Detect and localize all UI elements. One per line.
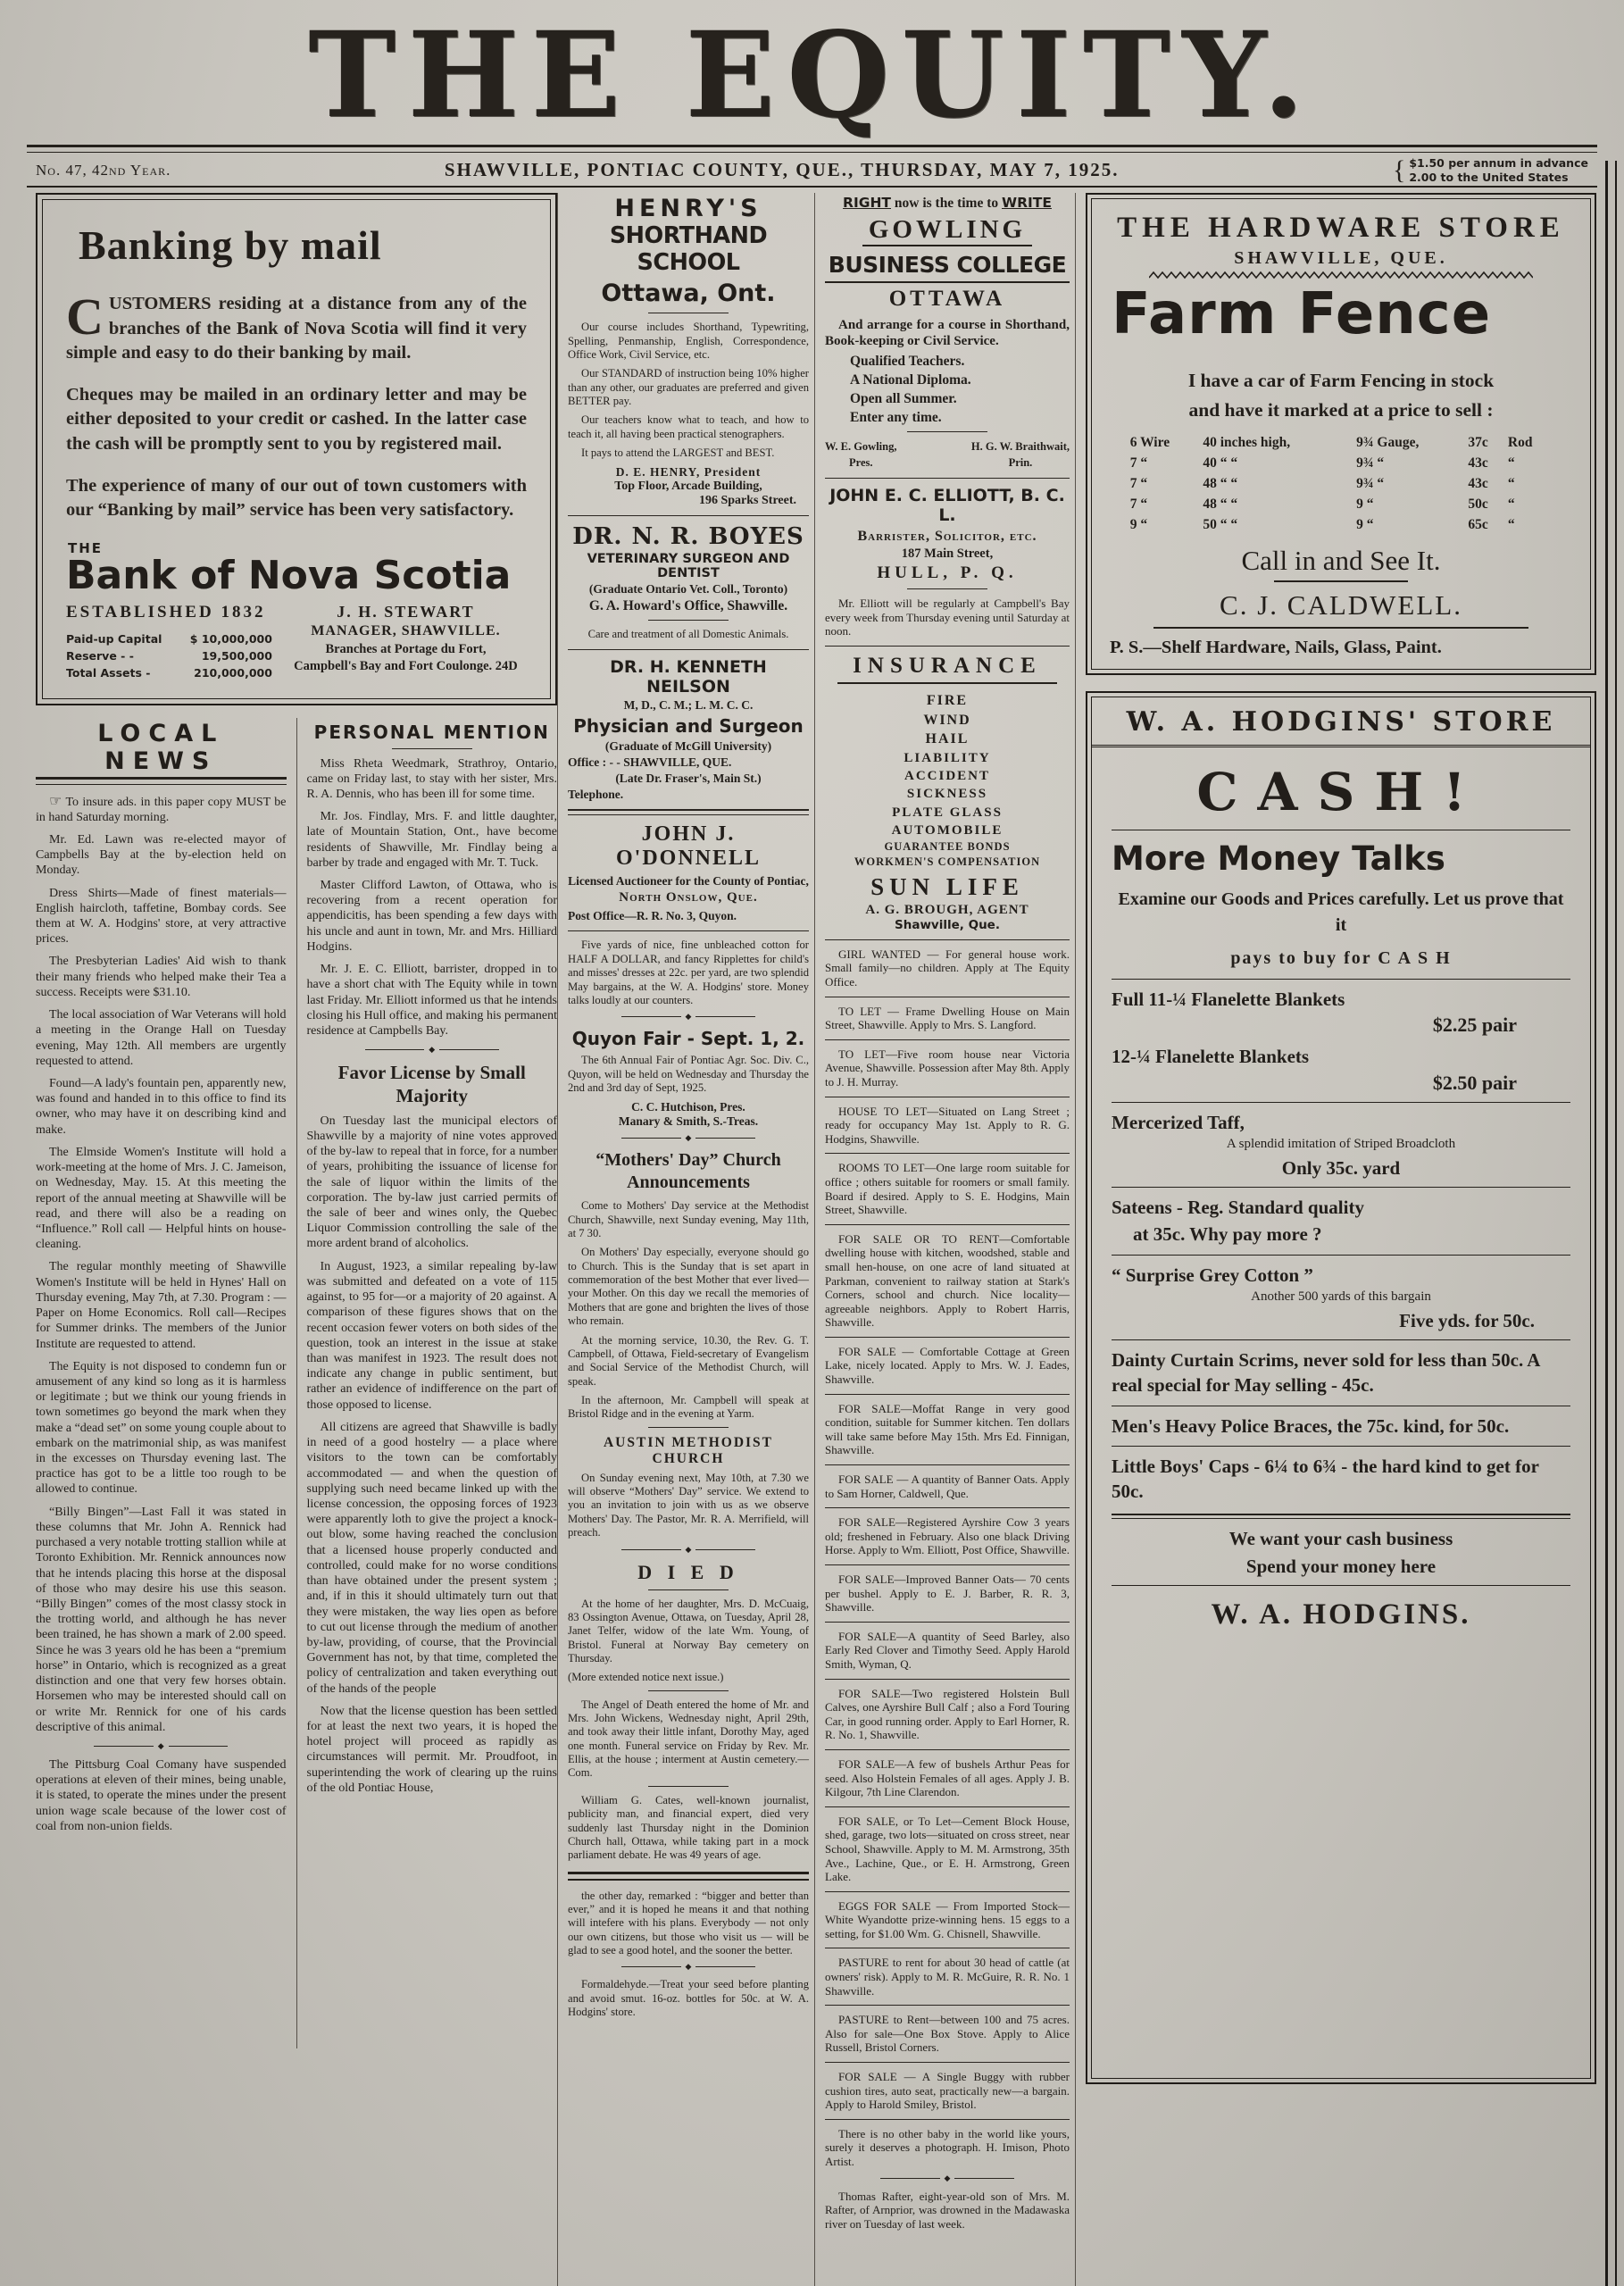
formaldehyde-note: Formaldehyde.—Treat your seed before planting and avoid smut. 16-oz. bottles for 50c. at W. A. Hodgins' store.	[568, 1978, 809, 2019]
fence-price-table	[1128, 433, 1554, 536]
heading-rule	[648, 620, 729, 621]
classified-item: FOR SALE—A quantity of Seed Barley, also Early Red Clover and Timothy Seed. Apply Harold Smith, Wyman, Q.	[825, 1629, 1070, 1671]
hardware-store-ad	[1086, 193, 1596, 675]
news-item: Found—A lady's fountain pen, apparently new, was found and handed in to this office to find its owner, who may have it on describing kind and make.	[36, 1077, 287, 1137]
cash-headline: CASH!	[1196, 761, 1486, 822]
classified-item: GIRL WANTED — For general house work. Small family—no children. Apply at The Equity Office.	[825, 947, 1070, 989]
sale-item: “ Surprise Grey Cotton ”	[1112, 1264, 1313, 1286]
classified-item: HOUSE TO LET—Situated on Lang Street ; ready for occupancy May 1st. Apply to R. G. Hodgins, Shawville.	[825, 1104, 1070, 1146]
local-news-heading: LOCAL NEWS	[97, 719, 225, 775]
classified-item: FOR SALE—Two registered Holstein Bull Calves, one Ayrshire Bull Calf ; also a Ford Touring Car, in good running order. Apply to Earl Horner, R. R. No. 1, Shawville.	[825, 1686, 1070, 1742]
elliott-address: 187 Main Street,	[901, 546, 994, 562]
insurance-heading: INSURANCE	[837, 654, 1057, 684]
insurance-line: WORKMEN'S COMPENSATION	[854, 855, 1041, 868]
bank-signature-block	[66, 540, 527, 681]
subscription-price	[1393, 156, 1588, 184]
insurance-line: PLATE GLASS	[892, 805, 1003, 820]
insurance-line: SICKNESS	[906, 787, 988, 802]
boyes-graduate: (Graduate Ontario Vet. Coll., Toronto)	[588, 582, 788, 597]
heading-rule	[392, 748, 472, 749]
classified-item: There is no other baby in the world like yours, surely it deserves a photograph. H. Imison, Photo Artist.	[825, 2126, 1070, 2168]
sale-price: Five yds. for 50c.	[1399, 1310, 1535, 1331]
divider-diamond-icon: ◆	[685, 1133, 692, 1143]
hardware-store-place: SHAWVILLE, QUE.	[1234, 248, 1448, 269]
elliott-title: Barrister, Solicitor, etc.	[857, 529, 1037, 545]
dateline-text: SHAWVILLE, PONTIAC COUNTY, QUE., THURSDAY, MAY 7, 1925.	[444, 159, 1120, 181]
henrys-paragraph: Our teachers know what to teach, and how to teach it, all having been practical stenographers.	[568, 413, 809, 440]
masthead-rule	[27, 145, 1597, 153]
neilson-office: Office : - - SHAWVILLE, QUE.	[568, 755, 732, 769]
gowling-paragraph: And arrange for a course in Shorthand, Book-keeping or Civil Service.	[825, 318, 1070, 349]
classified-rule	[825, 1464, 1070, 1465]
mothers-day-paragraph: In the afternoon, Mr. Campbell will speak at Bristol Ridge and in the evening at Yarm.	[568, 1393, 809, 1421]
ad-separator-rule	[825, 478, 1070, 479]
hodgins-signature: W. A. HODGINS.	[1211, 1598, 1471, 1631]
died-heading: D I E D	[637, 1560, 739, 1583]
neilson-title: Physician and Surgeon	[573, 714, 804, 737]
ad-separator-rule	[568, 930, 809, 931]
zigzag-divider	[1149, 271, 1533, 279]
divider-diamond-icon: ◆	[944, 2173, 951, 2182]
classified-item: FOR SALE OR TO RENT—Comfortable dwelling house with kitchen, woodshed, stable and small hen-house, on one acre of land situated at Parkman, convenient to railway station at Stark's Corners, school and church. Nice locality— agreeable neighbors. Apply to Robert Harris, Shawville.	[825, 1231, 1070, 1330]
boyes-care: Care and treatment of all Domestic Animals.	[587, 628, 789, 641]
divider-diamond-icon: ◆	[157, 1740, 164, 1750]
mothers-day-heading: “Mothers' Day” Church Announcements	[595, 1150, 781, 1193]
section-divider	[621, 1013, 755, 1021]
henrys-address: Top Floor, Arcade Building,	[614, 480, 762, 494]
section-divider	[1112, 1187, 1570, 1188]
news-item: The regular monthly meeting of Shawville Women's Institute will be held in Hynes' Hall on Thursday evening, May 7th, at 7.30. Program : —Paper on Home Economics. Roll call—Recipes for Summer drinks. The members of the Junior Institute are requested to attend.	[36, 1260, 287, 1351]
obituary: William G. Cates, well-known journalist, publicity man, and financial expert, died very suddenly last Thursday night in the Dominion Church hall, Ottawa, while taking part in a mock parliament debate. He was 49 years of age.	[568, 1793, 809, 1862]
sale-item: Sateens - Reg. Standard quality	[1112, 1196, 1364, 1218]
sale-item: Full 11-¼ Flanelette Blankets	[1112, 988, 1345, 1010]
hodgins-pitch: pays to buy for C A S H	[1230, 947, 1452, 968]
classified-rule	[825, 1224, 1070, 1225]
mothers-day-paragraph: At the morning service, 10.30, the Rev. G. T. Campbell, of Ottawa, Field-secretary of Evangelism and Social Service of the Methodist Church, will speak.	[568, 1333, 809, 1388]
brace-glyph: {	[1392, 154, 1406, 185]
stat-value: 210,000,000	[194, 665, 272, 680]
gowling-feature: Qualified Teachers.	[850, 354, 965, 370]
gowling-tagline: RIGHT now is the time to WRITE	[843, 195, 1052, 212]
odonnell-line: Post Office—R. R. No. 3, Quyon.	[568, 908, 737, 922]
personal-item: Miss Rheta Weedmark, Strathroy, Ontario, came on Friday last, to stay with her sister, Mrs. R. A. Dennis, who has been ill for some time.	[306, 756, 557, 801]
farm-fence-headline: Farm Fence	[1112, 281, 1492, 348]
henrys-paragraph: Our course includes Shorthand, Typewriting, Spelling, Penmanship, English, Correspondence, Office Work, Civil Service, etc.	[568, 321, 809, 361]
insurance-line: LIABILITY	[904, 750, 991, 765]
classified-item: Thomas Rafter, eight-year-old son of Mrs. M. Rafter, of Arnprior, was drowned in the Madawaska river on Tuesday of last week.	[825, 2189, 1070, 2231]
classified-rule	[825, 1806, 1070, 1807]
classified-item: FOR SALE — Comfortable Cottage at Green Lake, nicely located. Apply to Mrs. W. J. Eades, Shawville.	[825, 1344, 1070, 1387]
classified-item: FOR SALE—Improved Banner Oats— 70 cents per bushel. Apply to E. J. Barber, R. R. 3, Shawville.	[825, 1573, 1070, 1614]
gowling-name-2: BUSINESS COLLEGE	[825, 252, 1070, 283]
news-item: The Elmside Women's Institute will hold a work-meeting at the home of Mrs. J. C. Jameison, on Wednesday, May. 15. At this meeting the report of the annual meeting at Shawville will be read, and there will also be a reading on “Influence.” Roll call — Helpful hints on house-cleaning.	[36, 1145, 287, 1252]
table-row: 6 Wire 40 inches high, 9¾ Gauge, 37c Rod	[1129, 435, 1533, 451]
heading-rule	[36, 777, 287, 785]
column-left	[36, 193, 557, 2286]
news-item: Dress Shirts—Made of finest materials—English haircloth, taffetine, Bombay cords. See them at W. A. Hodgins' store, at very attractive prices.	[36, 886, 287, 947]
insurance-line: GUARANTEE BONDS	[884, 840, 1011, 854]
personal-item: Mr. J. E. C. Elliott, barrister, dropped in to have a short chat with The Equity while in town last Friday. Mr. Elliott informed us that he intends closing his Hull office, and making his permanent residence at Campbells Bay.	[306, 963, 557, 1038]
issue-number: No. 47, 42nd Year.	[36, 161, 171, 179]
column-right	[1075, 193, 1596, 2286]
classified-rule	[825, 1337, 1070, 1338]
gowling-signatures: W. E. Gowling, Pres. H. G. W. Braithwait, Prin.	[825, 440, 1070, 469]
hardware-call-line: Call in and See It.	[1241, 544, 1441, 576]
news-item: The Pittsburg Coal Comany have suspended operations at eleven of their mines, being unable, it is stated, to operate the mines under the present union wage scale because of the lower cost of coal from non-union fields.	[36, 1757, 287, 1833]
heavy-rule	[568, 1872, 809, 1881]
bank-branches: Branches at Portage du Fort,	[325, 642, 487, 657]
ad-separator-rule	[825, 939, 1070, 940]
classified-rule	[825, 1039, 1070, 1040]
odonnell-name: JOHN J. O'DONNELL	[615, 822, 762, 870]
classified-item: PASTURE to rent for about 30 head of cattle (at owners' risk). Apply to M. R. McGuire, R. R. No. 1 Shawville.	[825, 1956, 1070, 1998]
obituary-note: (More extended notice next issue.)	[568, 1671, 724, 1684]
price-line-2: 2.00 to the United States	[1409, 170, 1569, 184]
classified-rule	[825, 1891, 1070, 1892]
caldwell-signature: C. J. CALDWELL.	[1220, 588, 1462, 621]
news-subcolumns	[36, 718, 557, 2048]
personal-item: Master Clifford Lawton, of Ottawa, who is recovering from a recent operation for appendicitis, has been spending a few days with his uncle and aunt in town, Mr. and Mrs. Hilliard Hodgins.	[306, 879, 557, 954]
section-divider	[1112, 1102, 1570, 1103]
stat-value: 19,500,000	[201, 649, 272, 663]
classified-item: FOR SALE—Moffat Range in very good condition, suitable for Summer kitchen. Ten dollars will take same before May 15th. Mrs Ed. Finnigan, Shawville.	[825, 1401, 1070, 1457]
section-divider	[880, 2174, 1014, 2182]
bank-name: Bank of Nova Scotia	[66, 553, 512, 599]
bank-branches: Campbell's Bay and Fort Coulonge. 24D	[294, 659, 518, 674]
classified-rule	[825, 1507, 1070, 1508]
cotton-bargain-note: Five yards of nice, fine unbleached cotton for HALF A DOLLAR, and fancy Ripplettes for child's and misses' dresses at 22c. per yard, are two splendid May bargains, at the W. A. Hodgins' store. Money talks loudly at our counters.	[568, 939, 809, 1006]
personal-mention-heading: PERSONAL MENTION	[313, 721, 550, 743]
table-row: 9 “ 50 “ “ 9 “ 65c “	[1129, 517, 1515, 533]
column-middle-right	[814, 193, 1075, 2286]
hardware-store-name: THE HARDWARE STORE	[1117, 212, 1565, 245]
classified-item: FOR SALE, or To Let—Cement Block House, shed, garage, two lots—situated on cross street, near School, Shawville. Apply to M. M. Armstrong, 35th Ave., Lachine, Que., or E. H. Armstrong, Green Lake.	[825, 1814, 1070, 1884]
classified-item: FOR SALE — A Single Buggy with rubber cushion tires, auto seat, practically new—a bargain. Apply to Harold Smiley, Bristol.	[825, 2070, 1070, 2112]
classified-rule	[825, 2062, 1070, 2063]
column-middle-left	[557, 193, 814, 2286]
stat-label: Reserve - -	[66, 649, 134, 663]
ad-separator-rule	[568, 809, 809, 815]
classified-rule	[825, 2119, 1070, 2120]
classified-item: FOR SALE—Registered Ayrshire Cow 3 years old; freshened in February. Also one black Driving Horse. Apply to Wm. Elliott, Post Office, Shawville.	[825, 1515, 1070, 1557]
mothers-day-paragraph: On Mothers' Day especially, everyone should go to Church. This is the Sunday that is set apart in commemoration of the best Mother that ever lived—your Mother. On this day we recall the memories of Mothers that are gone and brighten the lives of those who remain.	[568, 1246, 809, 1328]
banking-ad-headline: Banking by mail	[79, 222, 382, 269]
ad-separator-rule	[568, 649, 809, 650]
section-divider	[1112, 979, 1570, 980]
section-divider	[365, 1046, 499, 1054]
cash-business-line: Spend your money here	[1245, 1555, 1437, 1577]
stat-label: Total Assets -	[66, 665, 151, 680]
odonnell-line: North Onslow, Que.	[619, 890, 758, 905]
gowling-principal: H. G. W. Braithwait,	[970, 440, 1070, 454]
favor-license-paragraph: All citizens are agreed that Shawville is badly in need of a good hostelry — a place where visitors to the town can be comfortably accommodated — and when the question of supplying such need became linked up with the license concession, the opposing forces of 1923 were apparently loth to give the project a knock-out blow, some having reached the conclusion that a licensed house properly conducted and controlled, could make for no worse conditions than have obtained under the present system ; and, if in this it should ultimately turn out that they were mistaken, the way lies open as before to cut out license through the medium of another by-law, providing, of course, that the Provincial Government has not, by that time, completed the policy of centralization and taken everything out of the hands of the people	[306, 1420, 557, 1696]
quyon-fair-paragraph: The 6th Annual Fair of Pontiac Agr. Soc. Div. C., Quyon, will be held on Wednesday and Thursday the 2nd and 3rd day of Sept, 1925.	[568, 1054, 809, 1094]
bank-the: THE	[68, 540, 104, 557]
more-money-talks-headline: More Money Talks	[1112, 838, 1445, 878]
section-divider	[621, 1963, 755, 1971]
classified-item: ROOMS TO LET—One large room suitable for office ; others suitable for roomers or small family. Board if desired. Apply to S. E. Hodgins, Main Street, Shawville.	[825, 1161, 1070, 1217]
cash-business-line: We want your cash business	[1228, 1527, 1453, 1549]
stat-label: Paid-up Capital	[66, 632, 162, 647]
page-columns	[36, 193, 1599, 2286]
henrys-president: D. E. HENRY, President	[615, 465, 762, 480]
farm-fence-intro: I have a car of Farm Fencing in stock and have it marked at a price to sell :	[1187, 370, 1495, 421]
quyon-fair-heading: Quyon Fair - Sept. 1, 2.	[571, 1028, 805, 1050]
section-divider	[1112, 1446, 1570, 1447]
favor-license-paragraph: Now that the license question has been settled for at least the next two years, it is hoped the hotel project will proceed as rapidly as circumstances will permit. Mr. Proudfoot, in superintending the work of clearing up the ruins of the old Pontiac House,	[306, 1704, 557, 1795]
obituary: At the home of her daughter, Mrs. D. McCuaig, 83 Ossington Avenue, Ottawa, on Tuesday, April 28, Janet Telfer, widow of the late Wm. Young, of Bristol. Funeral at Norway Bay cemetery on Thursday.	[568, 1597, 809, 1664]
stat-value: $ 10,000,000	[189, 632, 272, 647]
classified-rule	[825, 2005, 1070, 2006]
news-item: “Billy Bingen”—Last Fall it was stated in these columns that Mr. John A. Rennick had purchased a very notable trotting stallion while at Toronto Exhibition. Mr. Rennick announces now that he intends placing this horse at the disposal of those who may desire his use this season. “Billy Bingen” comes of the most classy stock in the trotting world, and although he has never been trained, he has shown a mark of 2.00 speed. Since he was 3 years old he has been a “premium horse” in Ontario, which is recognized as a great distinction and one that very few horses obtain. Horsemen who may be interested should call on or write Mr. Rennick for one of his cards descriptive of this animal.	[36, 1505, 287, 1734]
sun-life-agent: A. G. BROUGH, AGENT	[865, 902, 1029, 917]
classified-item: PASTURE to Rent—between 100 and 75 acres. Also for sale—One Box Stove. Apply to Alice Russell, Bristol Corners.	[825, 2013, 1070, 2055]
personal-mention-column	[296, 718, 558, 2048]
classified-item: EGGS FOR SALE — From Imported Stock—White Wyandotte prize-winning hens. 15 eggs to a setting, for $1.00 Wm. G. Chisnell, Shawville.	[825, 1898, 1070, 1940]
banking-ad	[36, 193, 557, 705]
gowling-feature: Open all Summer.	[850, 391, 957, 407]
sun-life-name: SUN LIFE	[870, 872, 1024, 900]
sale-item-subtext: A splendid imitation of Striped Broadcloth	[1226, 1136, 1456, 1151]
sale-item: Mercerized Taff,	[1112, 1111, 1245, 1133]
classified-item: TO LET—Five room house near Victoria Avenue, Shawville. Possession after May 8th. Apply to J. H. Murray.	[825, 1047, 1070, 1089]
dateline-rule	[27, 186, 1597, 188]
divider-diamond-icon: ◆	[429, 1045, 436, 1055]
banking-ad-paragraph: CUSTOMERS residing at a distance from any of the branches of the Bank of Nova Scotia will find it very simple and easy to do their banking by mail.	[66, 288, 527, 363]
gowling-name: GOWLING	[862, 215, 1032, 246]
classified-item: FOR SALE — A quantity of Banner Oats. Apply to Sam Horner, Caldwell, Que.	[825, 1473, 1070, 1500]
odonnell-line: Licensed Auctioneer for the County of Pontiac,	[568, 873, 809, 888]
sale-item: 12-¼ Flanelette Blankets	[1112, 1046, 1310, 1068]
boyes-office: G. A. Howard's Office, Shawville.	[588, 598, 788, 614]
insurance-line: ACCIDENT	[904, 769, 990, 784]
classified-rule	[825, 1564, 1070, 1565]
bank-manager-title: MANAGER, SHAWVILLE.	[311, 623, 501, 639]
gowling-city: OTTAWA	[888, 287, 1006, 312]
hodgins-store-name: W. A. HODGINS' STORE	[1092, 697, 1590, 747]
bank-manager: J. H. STEWART	[337, 603, 475, 622]
section-divider	[907, 588, 987, 589]
table-row: 7 “ 48 “ “ 9¾ “ 43c “	[1129, 476, 1515, 492]
sale-item: Dainty Curtain Scrims, never sold for less than 50c. A real special for May selling - 45c.	[1112, 1349, 1540, 1397]
classified-rule	[825, 1153, 1070, 1154]
section-divider	[94, 1742, 228, 1750]
ad-separator-rule	[825, 646, 1070, 647]
austin-church-paragraph: On Sunday evening next, May 10th, at 7.30 we will observe “Mothers' Day” service. We extend to you an invitation to join with us as we observe Mothers' Day. The Pastor, Mr. R. A. Merrifield, will preach.	[568, 1471, 809, 1539]
quyon-president: C. C. Hutchison, Pres.	[631, 1100, 745, 1114]
price-line-1: $1.50 per annum in advance	[1409, 156, 1588, 170]
quyon-treasurer: Manary & Smith, S.-Treas.	[618, 1114, 759, 1129]
henrys-paragraph: It pays to attend the LARGEST and BEST.	[581, 446, 775, 460]
neilson-degrees: M, D., C. M.; L. M. C. C.	[623, 697, 754, 712]
insurance-line: WIND	[923, 712, 971, 728]
henrys-paragraph: Our STANDARD of instruction being 10% higher than any other, our graduates are preferred and given BETTER pay.	[568, 367, 809, 408]
news-item: The Presbyterian Ladies' Aid wish to thank their many friends who helped make their Tea a success. Receipts were $31.10.	[36, 955, 287, 999]
scan-edge-line	[1605, 161, 1617, 2286]
gowling-feature: Enter any time.	[850, 410, 942, 426]
henrys-city: Ottawa, Ont.	[601, 279, 776, 308]
classified-rule	[825, 1679, 1070, 1680]
sale-price: $2.25 pair	[1432, 1014, 1517, 1037]
section-divider	[648, 1427, 729, 1428]
neilson-name: DR. H. KENNETH NEILSON	[610, 656, 767, 697]
boyes-title: VETERINARY SURGEON AND DENTIST	[587, 552, 790, 581]
section-divider	[621, 1546, 755, 1554]
gowling-president: W. E. Gowling,	[825, 440, 897, 454]
favor-license-heading: Favor License by Small Majority	[337, 1062, 526, 1107]
divider-diamond-icon: ◆	[685, 1962, 692, 1972]
sale-item: Little Boys' Caps - 6¼ to 6¾ - the hard kind to get for 50c.	[1112, 1456, 1539, 1503]
gowling-feature: A National Diploma.	[850, 372, 971, 388]
hardware-ps-line: P. S.—Shelf Hardware, Nails, Glass, Paint.	[1110, 637, 1442, 657]
divider-diamond-icon: ◆	[685, 1012, 692, 1022]
banking-ad-paragraph: Cheques may be mailed in an ordinary letter and may be either deposited to your credit or cashed. In the latter case the cash will be promptly sent to you by registered mail.	[66, 385, 527, 454]
heavy-rule	[1112, 1514, 1570, 1519]
insurance-line: HAIL	[925, 731, 970, 747]
insurance-line: AUTOMOBILE	[891, 822, 1004, 838]
bank-established: ESTABLISHED 1832	[66, 603, 266, 622]
section-divider	[621, 1134, 755, 1142]
news-item: Mr. Ed. Lawn was re-elected mayor of Campbells Bay at the by-election held on Monday.	[36, 832, 287, 878]
favor-license-paragraph: In August, 1923, a similar repealing by-law was submitted and defeated on a vote of 115 against, to 95 for—or a majority of 20 against. A comparison of these figures shows that on the recent occasion fewer voters on both sides of the question, took an interest in the issue at stake than was manifest in 1923. The result does not indicate any change in public sentiment, but rather an evidence of indifference on the part of those opposed to license.	[306, 1259, 557, 1412]
section-divider	[1153, 627, 1528, 629]
obituary: The Angel of Death entered the home of Mr. and Mrs. John Wickens, Wednesday night, April 29th, and took away their little infant, Dorothy May, aged one month. Funeral service on Friday by Rev. Mr. Ellis, at the house ; interment at Austin cemetery.—Com.	[568, 1698, 809, 1780]
news-item-text: To insure ads. in this paper copy MUST be in hand Saturday morning.	[36, 795, 287, 824]
classified-rule	[825, 1749, 1070, 1750]
classified-item: FOR SALE—A few of bushels Arthur Peas for seed. Also Holstein Females of all ages. Apply J. B. Kilgour, 7th Line Clarendon.	[825, 1756, 1070, 1799]
dateline-row	[36, 156, 1588, 184]
section-divider	[907, 431, 987, 432]
austin-church-heading: AUSTIN METHODIST CHURCH	[603, 1434, 774, 1466]
neilson-graduate: (Graduate of McGill University)	[604, 738, 772, 753]
sale-price: Only 35c. yard	[1281, 1156, 1401, 1179]
boyes-name: DR. N. R. BOYES	[572, 523, 804, 551]
local-news-column	[36, 718, 296, 2048]
favor-license-paragraph: On Tuesday last the municipal electors of Shawville by a majority of nine votes approved of the by-law to repeal that in force, for a number of years, prohibiting the issuance of license for the sale of liquor within the limits of the corporation. The by-law just carried permits of the sale of beer and wines only, the Quebec Liquor Commission controlling the sale of the more ardent brand of alcoholics.	[306, 1114, 557, 1251]
table-row: 7 “ 40 “ “ 9¾ “ 43c “	[1129, 455, 1515, 471]
banking-ad-paragraph: The experience of many of our out of town customers with our “Banking by mail” service has been very satisfactory.	[66, 475, 527, 520]
table-row: 7 “ 48 “ “ 9 “ 50c “	[1129, 496, 1515, 513]
masthead	[0, 0, 1624, 188]
news-item: The Equity is not disposed to condemn fun or amusement of any kind so long as it is harmless or legitimate ; but we think our young friends in town sometimes go beyond the mark when they make a “dead set” on some young couple about to embark on the matrimonial ship, as was manifest in the excesses on Thursday evening last. The practice has got to be a little too rough to be allowed to continue.	[36, 1359, 287, 1497]
sale-item: Men's Heavy Police Braces, the 75c. kind, for 50c.	[1112, 1414, 1510, 1437]
elliott-city: HULL, P. Q.	[877, 563, 1018, 583]
news-item: The local association of War Veterans will hold a meeting in the Orange Hall on Tuesday evening, May 12th. All members are urgently requested to attend.	[36, 1008, 287, 1068]
personal-item: Mr. Jos. Findlay, Mrs. F. and little daughter, late of Mountain Station, Ont., have become residents of Shawville, Mr. Findlay being a barber by trade and engaged with Mr. T. Tuck.	[306, 810, 557, 870]
elliott-name: JOHN E. C. ELLIOTT, B. C. L.	[829, 486, 1065, 526]
paper-title: THE EQUITY.	[308, 6, 1316, 145]
section-divider	[1112, 1339, 1570, 1340]
elliott-note: Mr. Elliott will be regularly at Campbell's Bay every week from Thursday evening until Saturday at noon.	[825, 597, 1070, 638]
sun-life-place: Shawville, Que.	[895, 917, 1000, 932]
classified-item: TO LET — Frame Dwelling House on Main Street, Shawville. Apply to Mrs. S. Langford.	[825, 1004, 1070, 1032]
neilson-telephone: Telephone.	[568, 787, 624, 801]
sale-price: $2.50 pair	[1432, 1071, 1517, 1094]
divider-diamond-icon: ◆	[685, 1544, 692, 1554]
henrys-title: HENRY'S	[614, 195, 762, 223]
hotel-article-continuation: the other day, remarked : “bigger and better than ever,” and it is hoped he means it and that nothing will intefere with his plans. Everybody — not only our own citizens, but those who visit us — will be glad to see a good hotel, and the sooner the better.	[568, 1889, 809, 1957]
section-divider	[648, 1690, 729, 1691]
classified-rule	[825, 1622, 1070, 1623]
hodgins-store-ad	[1086, 691, 1596, 2084]
hodgins-pitch: Examine our Goods and Prices carefully. Let us prove that it	[1118, 889, 1564, 935]
section-divider	[648, 1786, 729, 1787]
henrys-title-2: SHORTHAND SCHOOL	[609, 222, 768, 277]
mothers-day-paragraph: Come to Mothers' Day service at the Methodist Church, Shawville, next Sunday evening, May 11th, at 7 30.	[568, 1199, 809, 1240]
heading-rule	[648, 1589, 729, 1590]
henrys-address: 196 Sparks Street.	[698, 494, 796, 508]
classified-rule	[825, 1394, 1070, 1395]
price-lines	[1409, 156, 1588, 184]
insurance-line: FIRE	[926, 693, 969, 709]
news-item	[36, 792, 287, 825]
sale-item-subtext: Another 500 yards of this bargain	[1251, 1289, 1431, 1304]
sale-item: at 35c. Why pay more ?	[1133, 1223, 1322, 1246]
section-divider	[1274, 580, 1408, 582]
section-divider	[1112, 1255, 1570, 1256]
ad-separator-rule	[568, 515, 809, 516]
section-divider	[1112, 1585, 1570, 1586]
neilson-late: (Late Dr. Fraser's, Main St.)	[615, 771, 762, 785]
manicule-icon: ☞	[49, 791, 62, 809]
